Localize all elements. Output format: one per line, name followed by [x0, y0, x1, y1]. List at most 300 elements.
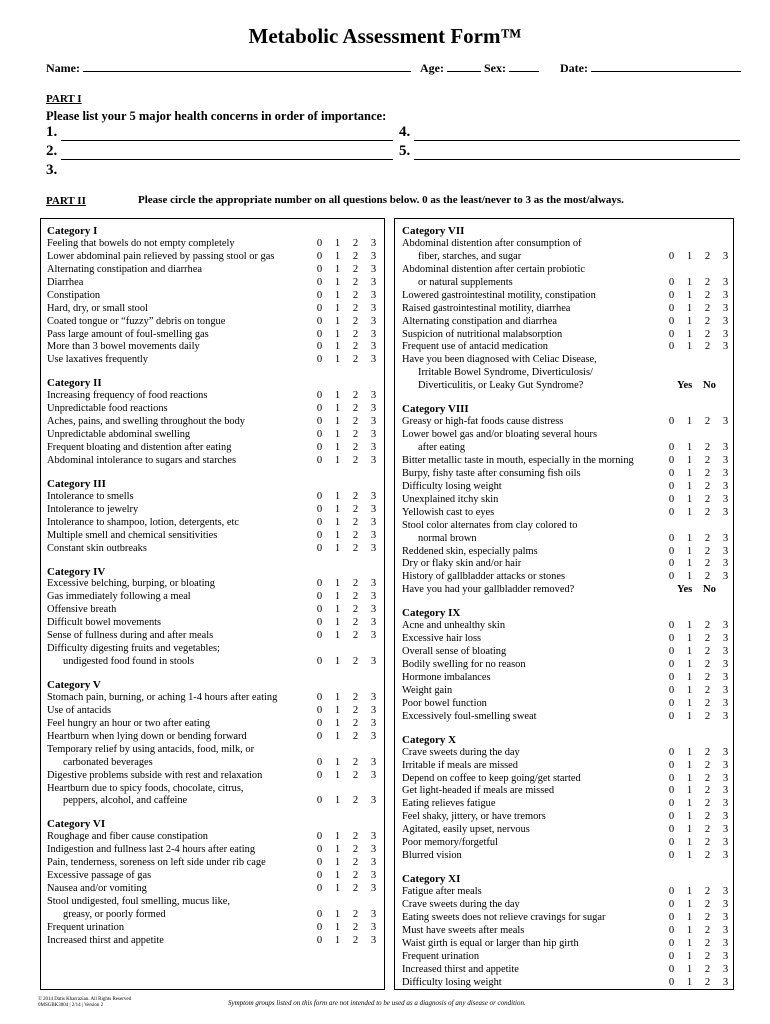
score-3[interactable]: 3 [370, 542, 377, 554]
score-1[interactable]: 1 [334, 769, 341, 781]
score-2[interactable]: 2 [704, 493, 711, 505]
score-1[interactable]: 1 [686, 250, 693, 262]
score-0[interactable]: 0 [668, 633, 675, 645]
score-3[interactable]: 3 [370, 578, 377, 590]
score-3[interactable]: 3 [370, 591, 377, 603]
score-3[interactable]: 3 [370, 490, 377, 502]
score-1[interactable]: 1 [686, 937, 693, 949]
score-0[interactable]: 0 [668, 924, 675, 936]
score-2[interactable]: 2 [704, 571, 711, 583]
score-3[interactable]: 3 [370, 503, 377, 515]
score-2[interactable]: 2 [704, 811, 711, 823]
score-1[interactable]: 1 [334, 704, 341, 716]
score-3[interactable]: 3 [722, 454, 729, 466]
score-2[interactable]: 2 [704, 416, 711, 428]
score-2[interactable]: 2 [352, 416, 359, 428]
score-1[interactable]: 1 [334, 883, 341, 895]
score-0[interactable]: 0 [668, 558, 675, 570]
score-2[interactable]: 2 [352, 578, 359, 590]
score-3[interactable]: 3 [722, 633, 729, 645]
score-1[interactable]: 1 [686, 416, 693, 428]
score-0[interactable]: 0 [668, 416, 675, 428]
score-2[interactable]: 2 [352, 341, 359, 353]
score-3[interactable]: 3 [370, 883, 377, 895]
score-2[interactable]: 2 [704, 785, 711, 797]
score-0[interactable]: 0 [316, 354, 323, 366]
score-3[interactable]: 3 [370, 237, 377, 249]
score-2[interactable]: 2 [704, 341, 711, 353]
score-0[interactable]: 0 [316, 250, 323, 262]
score-1[interactable]: 1 [334, 289, 341, 301]
score-0[interactable]: 0 [316, 328, 323, 340]
score-1[interactable]: 1 [334, 870, 341, 882]
score-3[interactable]: 3 [722, 341, 729, 353]
score-1[interactable]: 1 [334, 403, 341, 415]
score-0[interactable]: 0 [316, 490, 323, 502]
score-1[interactable]: 1 [334, 503, 341, 515]
score-0[interactable]: 0 [316, 704, 323, 716]
score-2[interactable]: 2 [352, 429, 359, 441]
score-3[interactable]: 3 [722, 898, 729, 910]
score-1[interactable]: 1 [686, 898, 693, 910]
concern-2-field[interactable] [61, 145, 393, 160]
score-1[interactable]: 1 [334, 516, 341, 528]
score-1[interactable]: 1 [334, 429, 341, 441]
score-3[interactable]: 3 [722, 785, 729, 797]
score-1[interactable]: 1 [686, 837, 693, 849]
score-0[interactable]: 0 [668, 480, 675, 492]
score-0[interactable]: 0 [668, 250, 675, 262]
score-2[interactable]: 2 [352, 857, 359, 869]
score-1[interactable]: 1 [686, 558, 693, 570]
score-0[interactable]: 0 [668, 976, 675, 988]
score-0[interactable]: 0 [668, 341, 675, 353]
score-2[interactable]: 2 [352, 328, 359, 340]
score-3[interactable]: 3 [722, 824, 729, 836]
score-0[interactable]: 0 [668, 772, 675, 784]
score-2[interactable]: 2 [352, 250, 359, 262]
score-0[interactable]: 0 [668, 759, 675, 771]
concern-4-field[interactable] [414, 126, 740, 141]
score-2[interactable]: 2 [704, 558, 711, 570]
score-0[interactable]: 0 [668, 697, 675, 709]
score-0[interactable]: 0 [668, 302, 675, 314]
score-3[interactable]: 3 [370, 844, 377, 856]
score-1[interactable]: 1 [686, 545, 693, 557]
score-2[interactable]: 2 [352, 315, 359, 327]
score-1[interactable]: 1 [334, 276, 341, 288]
score-0[interactable]: 0 [316, 870, 323, 882]
score-1[interactable]: 1 [686, 571, 693, 583]
score-0[interactable]: 0 [668, 684, 675, 696]
score-2[interactable]: 2 [704, 976, 711, 988]
score-1[interactable]: 1 [334, 908, 341, 920]
score-0[interactable]: 0 [316, 795, 323, 807]
score-3[interactable]: 3 [722, 850, 729, 862]
score-2[interactable]: 2 [704, 633, 711, 645]
date-field[interactable] [591, 60, 741, 72]
score-3[interactable]: 3 [722, 250, 729, 262]
score-0[interactable]: 0 [316, 630, 323, 642]
score-0[interactable]: 0 [668, 493, 675, 505]
score-3[interactable]: 3 [370, 870, 377, 882]
score-1[interactable]: 1 [686, 950, 693, 962]
score-0[interactable]: 0 [668, 315, 675, 327]
score-1[interactable]: 1 [334, 717, 341, 729]
score-1[interactable]: 1 [686, 506, 693, 518]
score-2[interactable]: 2 [352, 883, 359, 895]
score-0[interactable]: 0 [316, 341, 323, 353]
score-2[interactable]: 2 [352, 454, 359, 466]
score-2[interactable]: 2 [352, 934, 359, 946]
score-0[interactable]: 0 [668, 798, 675, 810]
score-3[interactable]: 3 [370, 276, 377, 288]
score-0[interactable]: 0 [316, 857, 323, 869]
score-1[interactable]: 1 [334, 656, 341, 668]
score-3[interactable]: 3 [370, 429, 377, 441]
score-0[interactable]: 0 [668, 328, 675, 340]
score-2[interactable]: 2 [352, 617, 359, 629]
score-0[interactable]: 0 [316, 883, 323, 895]
score-1[interactable]: 1 [686, 684, 693, 696]
score-2[interactable]: 2 [704, 671, 711, 683]
score-0[interactable]: 0 [316, 442, 323, 453]
score-0[interactable]: 0 [668, 289, 675, 301]
score-3[interactable]: 3 [370, 516, 377, 528]
score-1[interactable]: 1 [334, 730, 341, 742]
score-2[interactable]: 2 [704, 937, 711, 949]
score-2[interactable]: 2 [352, 237, 359, 249]
score-0[interactable]: 0 [316, 921, 323, 933]
score-2[interactable]: 2 [704, 837, 711, 849]
score-0[interactable]: 0 [668, 659, 675, 670]
score-2[interactable]: 2 [352, 390, 359, 402]
score-3[interactable]: 3 [722, 467, 729, 479]
score-2[interactable]: 2 [704, 898, 711, 910]
score-1[interactable]: 1 [686, 315, 693, 327]
score-1[interactable]: 1 [334, 591, 341, 603]
score-3[interactable]: 3 [722, 646, 729, 658]
score-2[interactable]: 2 [704, 759, 711, 771]
score-2[interactable]: 2 [704, 697, 711, 709]
score-1[interactable]: 1 [686, 302, 693, 314]
score-1[interactable]: 1 [686, 772, 693, 784]
score-3[interactable]: 3 [722, 545, 729, 557]
score-3[interactable]: 3 [722, 506, 729, 518]
score-1[interactable]: 1 [334, 490, 341, 502]
score-0[interactable]: 0 [316, 516, 323, 528]
score-1[interactable]: 1 [334, 542, 341, 554]
score-2[interactable]: 2 [352, 604, 359, 616]
score-2[interactable]: 2 [704, 963, 711, 975]
score-2[interactable]: 2 [704, 328, 711, 340]
score-1[interactable]: 1 [334, 630, 341, 642]
score-1[interactable]: 1 [334, 934, 341, 946]
score-0[interactable]: 0 [316, 276, 323, 288]
score-3[interactable]: 3 [722, 746, 729, 758]
score-3[interactable]: 3 [722, 620, 729, 632]
score-2[interactable]: 2 [352, 516, 359, 528]
score-2[interactable]: 2 [352, 542, 359, 554]
score-1[interactable]: 1 [334, 302, 341, 314]
score-1[interactable]: 1 [334, 691, 341, 703]
score-3[interactable]: 3 [370, 390, 377, 402]
score-1[interactable]: 1 [686, 924, 693, 936]
score-3[interactable]: 3 [370, 630, 377, 642]
score-2[interactable]: 2 [352, 831, 359, 843]
score-3[interactable]: 3 [722, 671, 729, 683]
score-3[interactable]: 3 [722, 289, 729, 301]
score-3[interactable]: 3 [722, 493, 729, 505]
score-1[interactable]: 1 [334, 454, 341, 466]
concern-1-field[interactable] [61, 126, 393, 141]
score-3[interactable]: 3 [722, 697, 729, 709]
score-1[interactable]: 1 [686, 480, 693, 492]
score-0[interactable]: 0 [316, 237, 323, 249]
score-2[interactable]: 2 [352, 591, 359, 603]
score-3[interactable]: 3 [370, 416, 377, 428]
answer-no[interactable]: No [703, 380, 716, 392]
score-2[interactable]: 2 [704, 710, 711, 722]
score-1[interactable]: 1 [686, 759, 693, 771]
score-2[interactable]: 2 [704, 911, 711, 923]
score-2[interactable]: 2 [704, 684, 711, 696]
score-3[interactable]: 3 [370, 403, 377, 415]
score-3[interactable]: 3 [722, 571, 729, 583]
score-2[interactable]: 2 [704, 315, 711, 327]
score-2[interactable]: 2 [704, 659, 711, 670]
score-3[interactable]: 3 [722, 924, 729, 936]
score-1[interactable]: 1 [334, 604, 341, 616]
score-0[interactable]: 0 [316, 403, 323, 415]
score-0[interactable]: 0 [668, 532, 675, 544]
score-3[interactable]: 3 [722, 416, 729, 428]
score-2[interactable]: 2 [704, 950, 711, 962]
score-3[interactable]: 3 [370, 604, 377, 616]
score-3[interactable]: 3 [722, 710, 729, 722]
score-1[interactable]: 1 [334, 844, 341, 856]
score-2[interactable]: 2 [352, 442, 359, 453]
score-1[interactable]: 1 [334, 328, 341, 340]
score-1[interactable]: 1 [686, 886, 693, 897]
score-3[interactable]: 3 [722, 480, 729, 492]
score-2[interactable]: 2 [352, 844, 359, 856]
score-3[interactable]: 3 [722, 759, 729, 771]
answer-no[interactable]: No [703, 584, 716, 596]
score-1[interactable]: 1 [334, 831, 341, 843]
score-1[interactable]: 1 [686, 824, 693, 836]
score-0[interactable]: 0 [316, 542, 323, 554]
score-0[interactable]: 0 [668, 785, 675, 797]
score-3[interactable]: 3 [370, 442, 377, 453]
score-0[interactable]: 0 [316, 844, 323, 856]
score-1[interactable]: 1 [686, 659, 693, 670]
score-2[interactable]: 2 [352, 921, 359, 933]
score-3[interactable]: 3 [370, 704, 377, 716]
score-3[interactable]: 3 [370, 717, 377, 729]
score-3[interactable]: 3 [370, 691, 377, 703]
score-1[interactable]: 1 [334, 442, 341, 453]
score-2[interactable]: 2 [352, 908, 359, 920]
concern-5-field[interactable] [414, 145, 740, 160]
score-1[interactable]: 1 [686, 746, 693, 758]
score-0[interactable]: 0 [668, 950, 675, 962]
score-3[interactable]: 3 [370, 454, 377, 466]
score-0[interactable]: 0 [668, 506, 675, 518]
score-3[interactable]: 3 [370, 289, 377, 301]
score-0[interactable]: 0 [316, 591, 323, 603]
score-0[interactable]: 0 [316, 831, 323, 843]
score-1[interactable]: 1 [686, 646, 693, 658]
score-3[interactable]: 3 [370, 730, 377, 742]
score-3[interactable]: 3 [370, 656, 377, 668]
score-0[interactable]: 0 [668, 646, 675, 658]
score-1[interactable]: 1 [334, 237, 341, 249]
score-2[interactable]: 2 [704, 506, 711, 518]
score-2[interactable]: 2 [704, 250, 711, 262]
score-0[interactable]: 0 [668, 963, 675, 975]
score-3[interactable]: 3 [370, 831, 377, 843]
score-0[interactable]: 0 [316, 604, 323, 616]
score-1[interactable]: 1 [686, 633, 693, 645]
score-0[interactable]: 0 [668, 911, 675, 923]
score-2[interactable]: 2 [352, 656, 359, 668]
score-2[interactable]: 2 [704, 532, 711, 544]
score-3[interactable]: 3 [370, 529, 377, 541]
score-3[interactable]: 3 [722, 963, 729, 975]
score-3[interactable]: 3 [370, 934, 377, 946]
score-2[interactable]: 2 [352, 730, 359, 742]
score-2[interactable]: 2 [352, 795, 359, 807]
score-2[interactable]: 2 [704, 824, 711, 836]
score-1[interactable]: 1 [334, 857, 341, 869]
score-0[interactable]: 0 [316, 717, 323, 729]
score-1[interactable]: 1 [334, 921, 341, 933]
score-0[interactable]: 0 [668, 824, 675, 836]
score-3[interactable]: 3 [370, 250, 377, 262]
score-2[interactable]: 2 [704, 289, 711, 301]
score-3[interactable]: 3 [722, 886, 729, 897]
score-2[interactable]: 2 [352, 490, 359, 502]
score-2[interactable]: 2 [704, 850, 711, 862]
score-0[interactable]: 0 [316, 908, 323, 920]
score-0[interactable]: 0 [316, 263, 323, 275]
score-0[interactable]: 0 [668, 276, 675, 288]
score-2[interactable]: 2 [352, 503, 359, 515]
score-3[interactable]: 3 [722, 684, 729, 696]
score-1[interactable]: 1 [686, 289, 693, 301]
score-3[interactable]: 3 [370, 302, 377, 314]
score-1[interactable]: 1 [686, 710, 693, 722]
score-1[interactable]: 1 [686, 850, 693, 862]
score-0[interactable]: 0 [668, 454, 675, 466]
score-2[interactable]: 2 [704, 798, 711, 810]
score-3[interactable]: 3 [722, 315, 729, 327]
score-1[interactable]: 1 [686, 454, 693, 466]
score-0[interactable]: 0 [316, 454, 323, 466]
score-2[interactable]: 2 [352, 870, 359, 882]
score-3[interactable]: 3 [722, 811, 729, 823]
score-2[interactable]: 2 [352, 717, 359, 729]
name-field[interactable] [83, 60, 411, 72]
score-2[interactable]: 2 [352, 704, 359, 716]
score-1[interactable]: 1 [334, 354, 341, 366]
score-0[interactable]: 0 [316, 617, 323, 629]
score-2[interactable]: 2 [704, 467, 711, 479]
score-2[interactable]: 2 [352, 289, 359, 301]
score-3[interactable]: 3 [722, 772, 729, 784]
score-1[interactable]: 1 [334, 617, 341, 629]
score-3[interactable]: 3 [722, 532, 729, 544]
score-3[interactable]: 3 [370, 756, 377, 768]
score-0[interactable]: 0 [316, 289, 323, 301]
score-2[interactable]: 2 [704, 746, 711, 758]
score-1[interactable]: 1 [686, 963, 693, 975]
score-2[interactable]: 2 [352, 756, 359, 768]
age-field[interactable] [447, 60, 481, 72]
score-0[interactable]: 0 [316, 302, 323, 314]
score-0[interactable]: 0 [668, 620, 675, 632]
sex-field[interactable] [509, 60, 539, 72]
score-3[interactable]: 3 [370, 315, 377, 327]
score-3[interactable]: 3 [370, 857, 377, 869]
score-2[interactable]: 2 [352, 263, 359, 275]
score-1[interactable]: 1 [334, 795, 341, 807]
score-3[interactable]: 3 [722, 442, 729, 453]
score-3[interactable]: 3 [722, 911, 729, 923]
score-0[interactable]: 0 [316, 730, 323, 742]
score-3[interactable]: 3 [370, 328, 377, 340]
answer-yes[interactable]: Yes [677, 584, 693, 596]
score-0[interactable]: 0 [316, 429, 323, 441]
score-0[interactable]: 0 [316, 503, 323, 515]
score-3[interactable]: 3 [370, 263, 377, 275]
score-1[interactable]: 1 [686, 467, 693, 479]
score-1[interactable]: 1 [334, 416, 341, 428]
score-1[interactable]: 1 [334, 756, 341, 768]
score-0[interactable]: 0 [316, 756, 323, 768]
score-1[interactable]: 1 [686, 798, 693, 810]
score-2[interactable]: 2 [352, 691, 359, 703]
score-2[interactable]: 2 [704, 646, 711, 658]
score-2[interactable]: 2 [704, 772, 711, 784]
score-1[interactable]: 1 [334, 315, 341, 327]
score-2[interactable]: 2 [704, 454, 711, 466]
score-3[interactable]: 3 [722, 937, 729, 949]
score-1[interactable]: 1 [334, 250, 341, 262]
score-3[interactable]: 3 [370, 908, 377, 920]
score-2[interactable]: 2 [352, 529, 359, 541]
score-3[interactable]: 3 [722, 837, 729, 849]
score-2[interactable]: 2 [704, 442, 711, 453]
score-0[interactable]: 0 [668, 671, 675, 683]
score-0[interactable]: 0 [668, 710, 675, 722]
score-2[interactable]: 2 [352, 403, 359, 415]
score-1[interactable]: 1 [686, 620, 693, 632]
score-1[interactable]: 1 [686, 697, 693, 709]
score-1[interactable]: 1 [686, 276, 693, 288]
score-1[interactable]: 1 [334, 578, 341, 590]
score-3[interactable]: 3 [370, 617, 377, 629]
score-3[interactable]: 3 [370, 921, 377, 933]
score-1[interactable]: 1 [686, 976, 693, 988]
score-2[interactable]: 2 [352, 276, 359, 288]
score-0[interactable]: 0 [668, 886, 675, 897]
score-3[interactable]: 3 [722, 659, 729, 670]
score-3[interactable]: 3 [722, 276, 729, 288]
score-0[interactable]: 0 [668, 545, 675, 557]
score-3[interactable]: 3 [722, 976, 729, 988]
